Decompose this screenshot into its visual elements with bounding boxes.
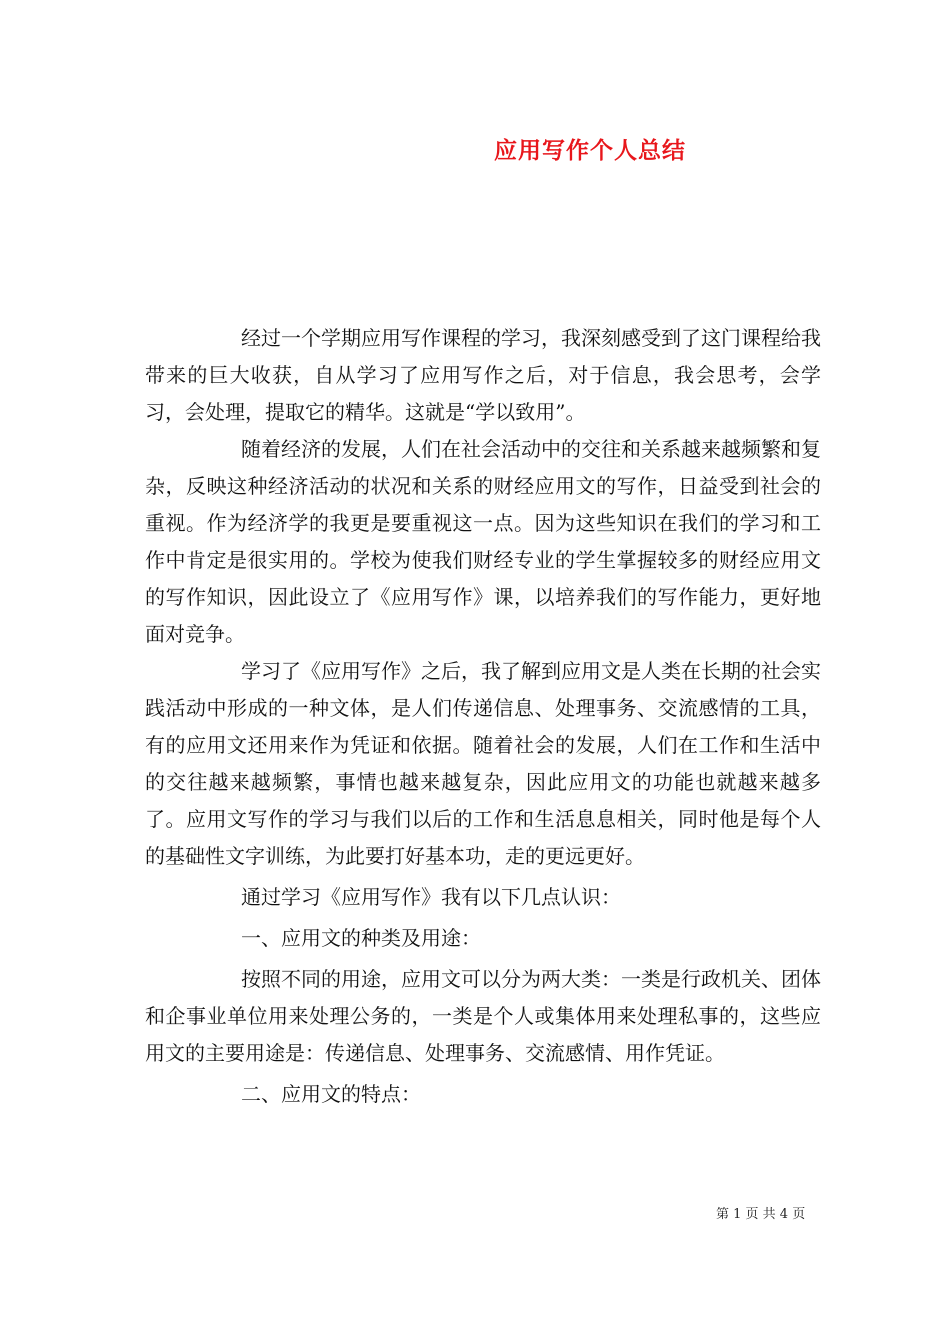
paragraph-3: 学习了《应用写作》之后，我了解到应用文是人类在长期的社会实践活动中形成的一种文体，是人们传递信息、处理事务、交流感情的工具，有的应用文还用来作为凭证和依据。随着社会的发展，人们在工作和生活中的交往越来越频繁，事情也越来越复杂，因此应用文的功能也就越来越多了。应用文写作的学习与我们以后的工作和生活息息相关，同时他是每个人的基础性文字训练，为此要打好基本功，走的更远更好。 bbox=[145, 659, 821, 868]
paragraph-5: 按照不同的用途，应用文可以分为两大类：一类是行政机关、团体和企事业单位用来处理公务的，一类是个人或集体用来处理私事的，这些应用文的主要用途是：传递信息、处理事务、交流感情、用作凭证。 bbox=[145, 967, 821, 1065]
document-body bbox=[145, 320, 821, 1113]
document-title: 应用写作个人总结 bbox=[494, 137, 686, 164]
paragraph-1: 经过一个学期应用写作课程的学习，我深刻感受到了这门课程给我带来的巨大收获，自从学习了应用写作之后，对于信息，我会思考，会学习，会处理，提取它的精华。这就是“学以致用”。 bbox=[145, 326, 821, 424]
section-heading-2: 二、应用文的特点： bbox=[241, 1082, 421, 1106]
paragraph-4: 通过学习《应用写作》我有以下几点认识： bbox=[241, 885, 621, 909]
page-number: 第 1 页 共 4 页 bbox=[716, 1207, 806, 1222]
paragraph-2: 随着经济的发展，人们在社会活动中的交往和关系越来越频繁和复杂，反映这种经济活动的状况和关系的财经应用文的写作，日益受到社会的重视。作为经济学的我更是要重视这一点。因为这些知识在我们的学习和工作中肯定是很实用的。学校为使我们财经专业的学生掌握较多的财经应用文的写作知识，因此设立了《应用写作》课，以培养我们的写作能力，更好地面对竞争。 bbox=[145, 437, 821, 646]
section-heading-1: 一、应用文的种类及用途： bbox=[241, 926, 481, 950]
